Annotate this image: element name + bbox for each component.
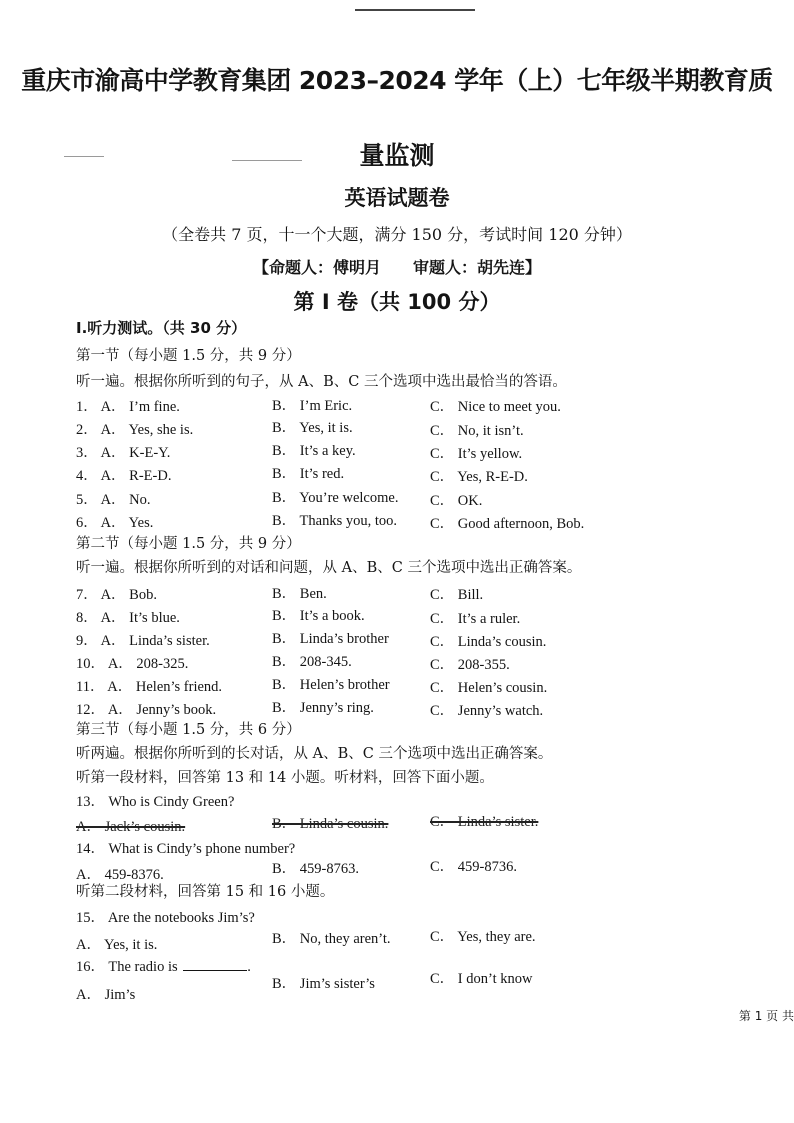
subsection-heading: 第三节（每小题 1.5 分，共 6 分） [76, 722, 301, 738]
question-8-option-a: 8． A． It’s blue. [76, 610, 180, 626]
question-2-option-a: 2． A． Yes, she is. [76, 422, 194, 438]
question-2-option-c: C． No, it isn’t. [430, 423, 524, 439]
question-11-option-b: B． Helen’s brother [272, 677, 390, 693]
question-14-option-c: C． 459-8736. [430, 859, 517, 875]
question-12-option-b: B． Jenny’s ring. [272, 700, 374, 716]
question-8-option-c: C． It’s a ruler. [430, 611, 521, 627]
question-10-option-b: B． 208-345. [272, 654, 352, 670]
question-16-stem [76, 955, 251, 976]
section-heading: I.听力测试。（共 30 分） [76, 319, 247, 337]
exam-title-line2: 量监测 [359, 141, 435, 170]
question-1-option-b: B． I’m Eric. [272, 398, 353, 414]
material-instruction: 听第一段材料，回答第 13 和 14 小题。听材料，回答下面小题。 [76, 770, 494, 786]
question-13-option-b: B． Linda’s cousin. [272, 816, 389, 832]
question-10-option-a: 10． A． 208-325. [76, 656, 189, 672]
question-1-option-c: C． Nice to meet you. [430, 399, 561, 415]
scan-mark [355, 9, 475, 11]
question-9-option-b: B． Linda’s brother [272, 631, 389, 647]
question-6-option-c: C． Good afternoon, Bob. [430, 516, 585, 532]
subsection-instruction: 听一遍。根据你所听到的对话和问题，从 A、B、C 三个选项中选出正确答案。 [76, 560, 582, 576]
question-4-option-b: B． It’s red. [272, 466, 345, 482]
question-15-option-c: C． Yes, they are. [430, 929, 536, 945]
question-7-option-a: 7． A． Bob. [76, 587, 157, 603]
exam-title-line1: 重庆市渝高中学教育集团 2023–2024 学年（上）七年级半期教育质 [21, 66, 773, 95]
question-11-option-a: 11． A． Helen’s friend. [76, 679, 223, 695]
question-13-option-c: C． Linda’s sister. [430, 814, 539, 830]
question-16-option-c: C． I don’t know [430, 971, 533, 987]
question-14-option-b: B． 459-8763. [272, 861, 359, 877]
question-16-option-a: A． Jim’s [76, 987, 136, 1003]
subsection-instruction: 听两遍。根据你所听到的长对话，从 A、B、C 三个选项中选出正确答案。 [76, 746, 553, 762]
question-15-stem: 15． Are the notebooks Jim’s? [76, 910, 255, 926]
question-3-option-c: C． It’s yellow. [430, 446, 523, 462]
exam-info: （全卷共 7 页，十一个大题，满分 150 分，考试时间 120 分钟） [162, 225, 632, 244]
question-4-option-c: C． Yes, R-E-D. [430, 469, 528, 485]
question-3-option-b: B． It’s a key. [272, 443, 356, 459]
question-5-option-c: C． OK. [430, 493, 483, 509]
question-6-option-b: B． Thanks you, too. [272, 513, 397, 529]
question-15-option-b: B． No, they aren’t. [272, 931, 391, 947]
question-13-option-a: A． Jack’s cousin. [76, 819, 186, 835]
question-14-stem: 14． What is Cindy’s phone number? [76, 841, 296, 857]
question-13-stem: 13． Who is Cindy Green? [76, 794, 235, 810]
subsection-instruction: 听一遍。根据你所听到的句子，从 A、B、C 三个选项中选出最恰当的答语。 [76, 374, 567, 390]
page-footer: 第 1 页 共 [738, 1009, 794, 1023]
subsection-heading: 第二节（每小题 1.5 分，共 9 分） [76, 536, 301, 552]
question-4-option-a: 4． A． R-E-D. [76, 468, 172, 484]
part-title: 第 I 卷（共 100 分） [293, 290, 501, 314]
question-12-option-c: C． Jenny’s watch. [430, 703, 544, 719]
answer-blank [183, 958, 247, 971]
question-7-option-b: B． Ben. [272, 586, 327, 602]
question-8-option-b: B． It’s a book. [272, 608, 365, 624]
material-instruction: 听第二段材料，回答第 15 和 16 小题。 [76, 884, 335, 900]
question-12-option-a: 12． A． Jenny’s book. [76, 702, 217, 718]
subsection-heading: 第一节（每小题 1.5 分，共 9 分） [76, 348, 301, 364]
question-6-option-a: 6． A． Yes. [76, 515, 154, 531]
question-5-option-a: 5． A． No. [76, 492, 151, 508]
question-5-option-b: B． You’re welcome. [272, 490, 399, 506]
question-16-stem-text: 16． The radio is [76, 959, 178, 975]
question-3-option-a: 3． A． K-E-Y. [76, 445, 171, 461]
question-11-option-c: C． Helen’s cousin. [430, 680, 548, 696]
question-9-option-a: 9． A． Linda’s sister. [76, 633, 210, 649]
question-1-option-a: 1． A． I’m fine. [76, 399, 180, 415]
question-2-option-b: B． Yes, it is. [272, 420, 353, 436]
exam-authors: 【命题人：傅明月 审题人：胡先连】 [252, 258, 541, 277]
exam-subject: 英语试题卷 [344, 186, 450, 210]
question-7-option-c: C． Bill. [430, 587, 484, 603]
question-9-option-c: C． Linda’s cousin. [430, 634, 547, 650]
question-10-option-c: C． 208-355. [430, 657, 510, 673]
question-15-option-a: A． Yes, it is. [76, 937, 158, 953]
question-14-option-a: A． 459-8376. [76, 867, 164, 883]
question-16-option-b: B． Jim’s sister’s [272, 976, 375, 992]
question-16-stem-end: . [247, 959, 251, 975]
